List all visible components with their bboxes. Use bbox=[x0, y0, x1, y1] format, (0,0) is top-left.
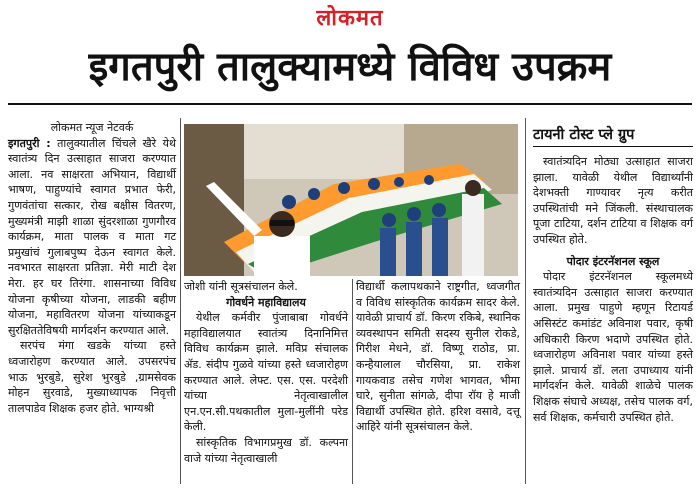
col2-para-1: येथील कर्मवीर पुंजाबाबा गोवर्धने महाविद्यालयात स्वातंत्र्य दिनानिमित्त विविध कार्यक्रम झाले. मविप्र संचालक ॲड. संदीप गुळवे यांच्या हस्ते ध्वजारोहण करण्यात आले. लेफ्ट. एस. एस. परदेशी यांच्या नेतृत्वाखालील एन.एन.सी.पथकातील मुला-मुलींनी परेड केली. bbox=[184, 311, 348, 434]
col4-para-1: स्वातंत्र्यदिन मोठ्या उत्साहात साजरा झाला. यावेळी येथील विद्यार्थ्यांनी देशभक्ती गाण्यावर नृत्य करीत उपस्थितांची मने जिंकली. संस्थाचालक पूजा टाटिया, दर्शन टाटिया व शिक्षक वर्ग उपस्थित होते. bbox=[533, 155, 693, 246]
col1-para-2: सरपंच मंगा खडके यांच्या हस्ते ध्वजारोहण करण्यात आले. उपसरपंच भाऊ भुरबुडे, सुरेश भुरबुडे ,ग्रामसेवक मोहन सुरवाडे, मुख्याध्यापक निवृत्ती तालपाडेव शिक्षक हजर होते. भाग्यश्री bbox=[8, 339, 176, 415]
column-2 bbox=[184, 279, 348, 466]
headline-rule bbox=[8, 103, 692, 105]
byline: लोकमत न्यूज नेटवर्क bbox=[50, 121, 134, 134]
rally-photo-image bbox=[184, 124, 518, 276]
article-photo bbox=[184, 124, 518, 276]
column-1 bbox=[8, 120, 176, 416]
column-divider bbox=[352, 279, 353, 484]
col4-heading: टायनी टोस्ट प्ले ग्रुप bbox=[533, 124, 693, 147]
masthead-logo: लोकमत bbox=[316, 6, 384, 31]
column-divider bbox=[525, 118, 526, 484]
col4-para-2: पोदार इंटरनॅशनल स्कूलमध्ये स्वातंत्र्यदिन उत्साहात साजरा करण्यात आला. प्रमुख पाहुणे म्हणून रिटायर्ड असिस्टंट कमांडंट अविनाश पवार, कृषी अधिकारी किरण भदाणे उपस्थित होते. ध्वजारोहण अविनाश पवार यांच्या हस्ते झाले. प्राचार्य डॉ. लता उपाध्याय यांनी मार्गदर्शन केले. यावेळी शाळेचे पालक शिक्षक संघाचे अध्यक्ष, तसेच पालक वर्ग, सर्व शिक्षक, कर्मचारी उपस्थित होते. bbox=[533, 270, 693, 424]
col4-subhead: पोदार इंटरनॅशनल स्कूल bbox=[566, 254, 660, 268]
column-4 bbox=[533, 154, 693, 425]
col2-lead: जोशी यांनी सूत्रसंचालन केले. bbox=[184, 280, 298, 293]
column-divider bbox=[180, 118, 181, 484]
column-3 bbox=[356, 279, 520, 435]
article-headline: इगतपुरी तालुक्यामध्ये विविध उपक्रम bbox=[88, 44, 612, 90]
col1-para-1-text: तालुक्यातील चिंचले खैरे येथे स्वातंत्र्य दिन उत्साहात साजरा करण्यात आला. नव साक्षरता अभियान, विद्यार्थी भाषण, पाहुण्यांचे स्वागत प्रभात फेरी, गुणवंतांचा सत्कार, रोख बक्षीस वितरण, मुख्यमंत्री माझी शाळा सुंदरशाळा गुणगौरव कार्यक्रम, माता पालक व माता गट प्रमुखांचं गुलाबपुष्प देऊन स्वागत केले. नवभारत साक्षरता प्रतिज्ञा. मेरी माटी देश मेरा. हर घर तिरंगा. शासनाच्या विविध योजना कृषीच्या योजना, लाडकी बहीण योजना, महावितरण योजना यांच्याकडून सुरक्षिततेविषयी मार्गदर्शन करण्यात आले. bbox=[8, 136, 176, 337]
col3-para-1: विद्यार्थी कलापथकाने राष्ट्रगीत, ध्वजगीत व विविध सांस्कृतिक कार्यक्रम सादर केले. यावेळी प्राचार्य डॉ. किरण रकिबे, स्थानिक व्यवस्थापन समिती सदस्य सुनील रोकडे, गिरीश मेधने, डॉ. विष्णू राठोड, प्रा. कन्हैयालाल चौरसिया, प्रा. राकेश गायकवाड तसेच गणेश भागवत, भीमा घारे, सुनीता सांगळे, दीपा रॉय हे माजी विद्यार्थी उपस्थित होते. हरिश वसावे, दत्तू आहिरे यांनी सूत्रसंचालन केले. bbox=[356, 280, 520, 434]
col2-para-2: सांस्कृतिक विभागप्रमुख डॉ. कल्पना वाजे यांच्या नेतृत्वाखाली bbox=[184, 435, 348, 465]
dateline: इगतपुरी : bbox=[8, 136, 51, 150]
col1-para-1 bbox=[8, 136, 176, 339]
col2-subhead: गोवर्धने महाविद्यालय bbox=[226, 295, 306, 309]
